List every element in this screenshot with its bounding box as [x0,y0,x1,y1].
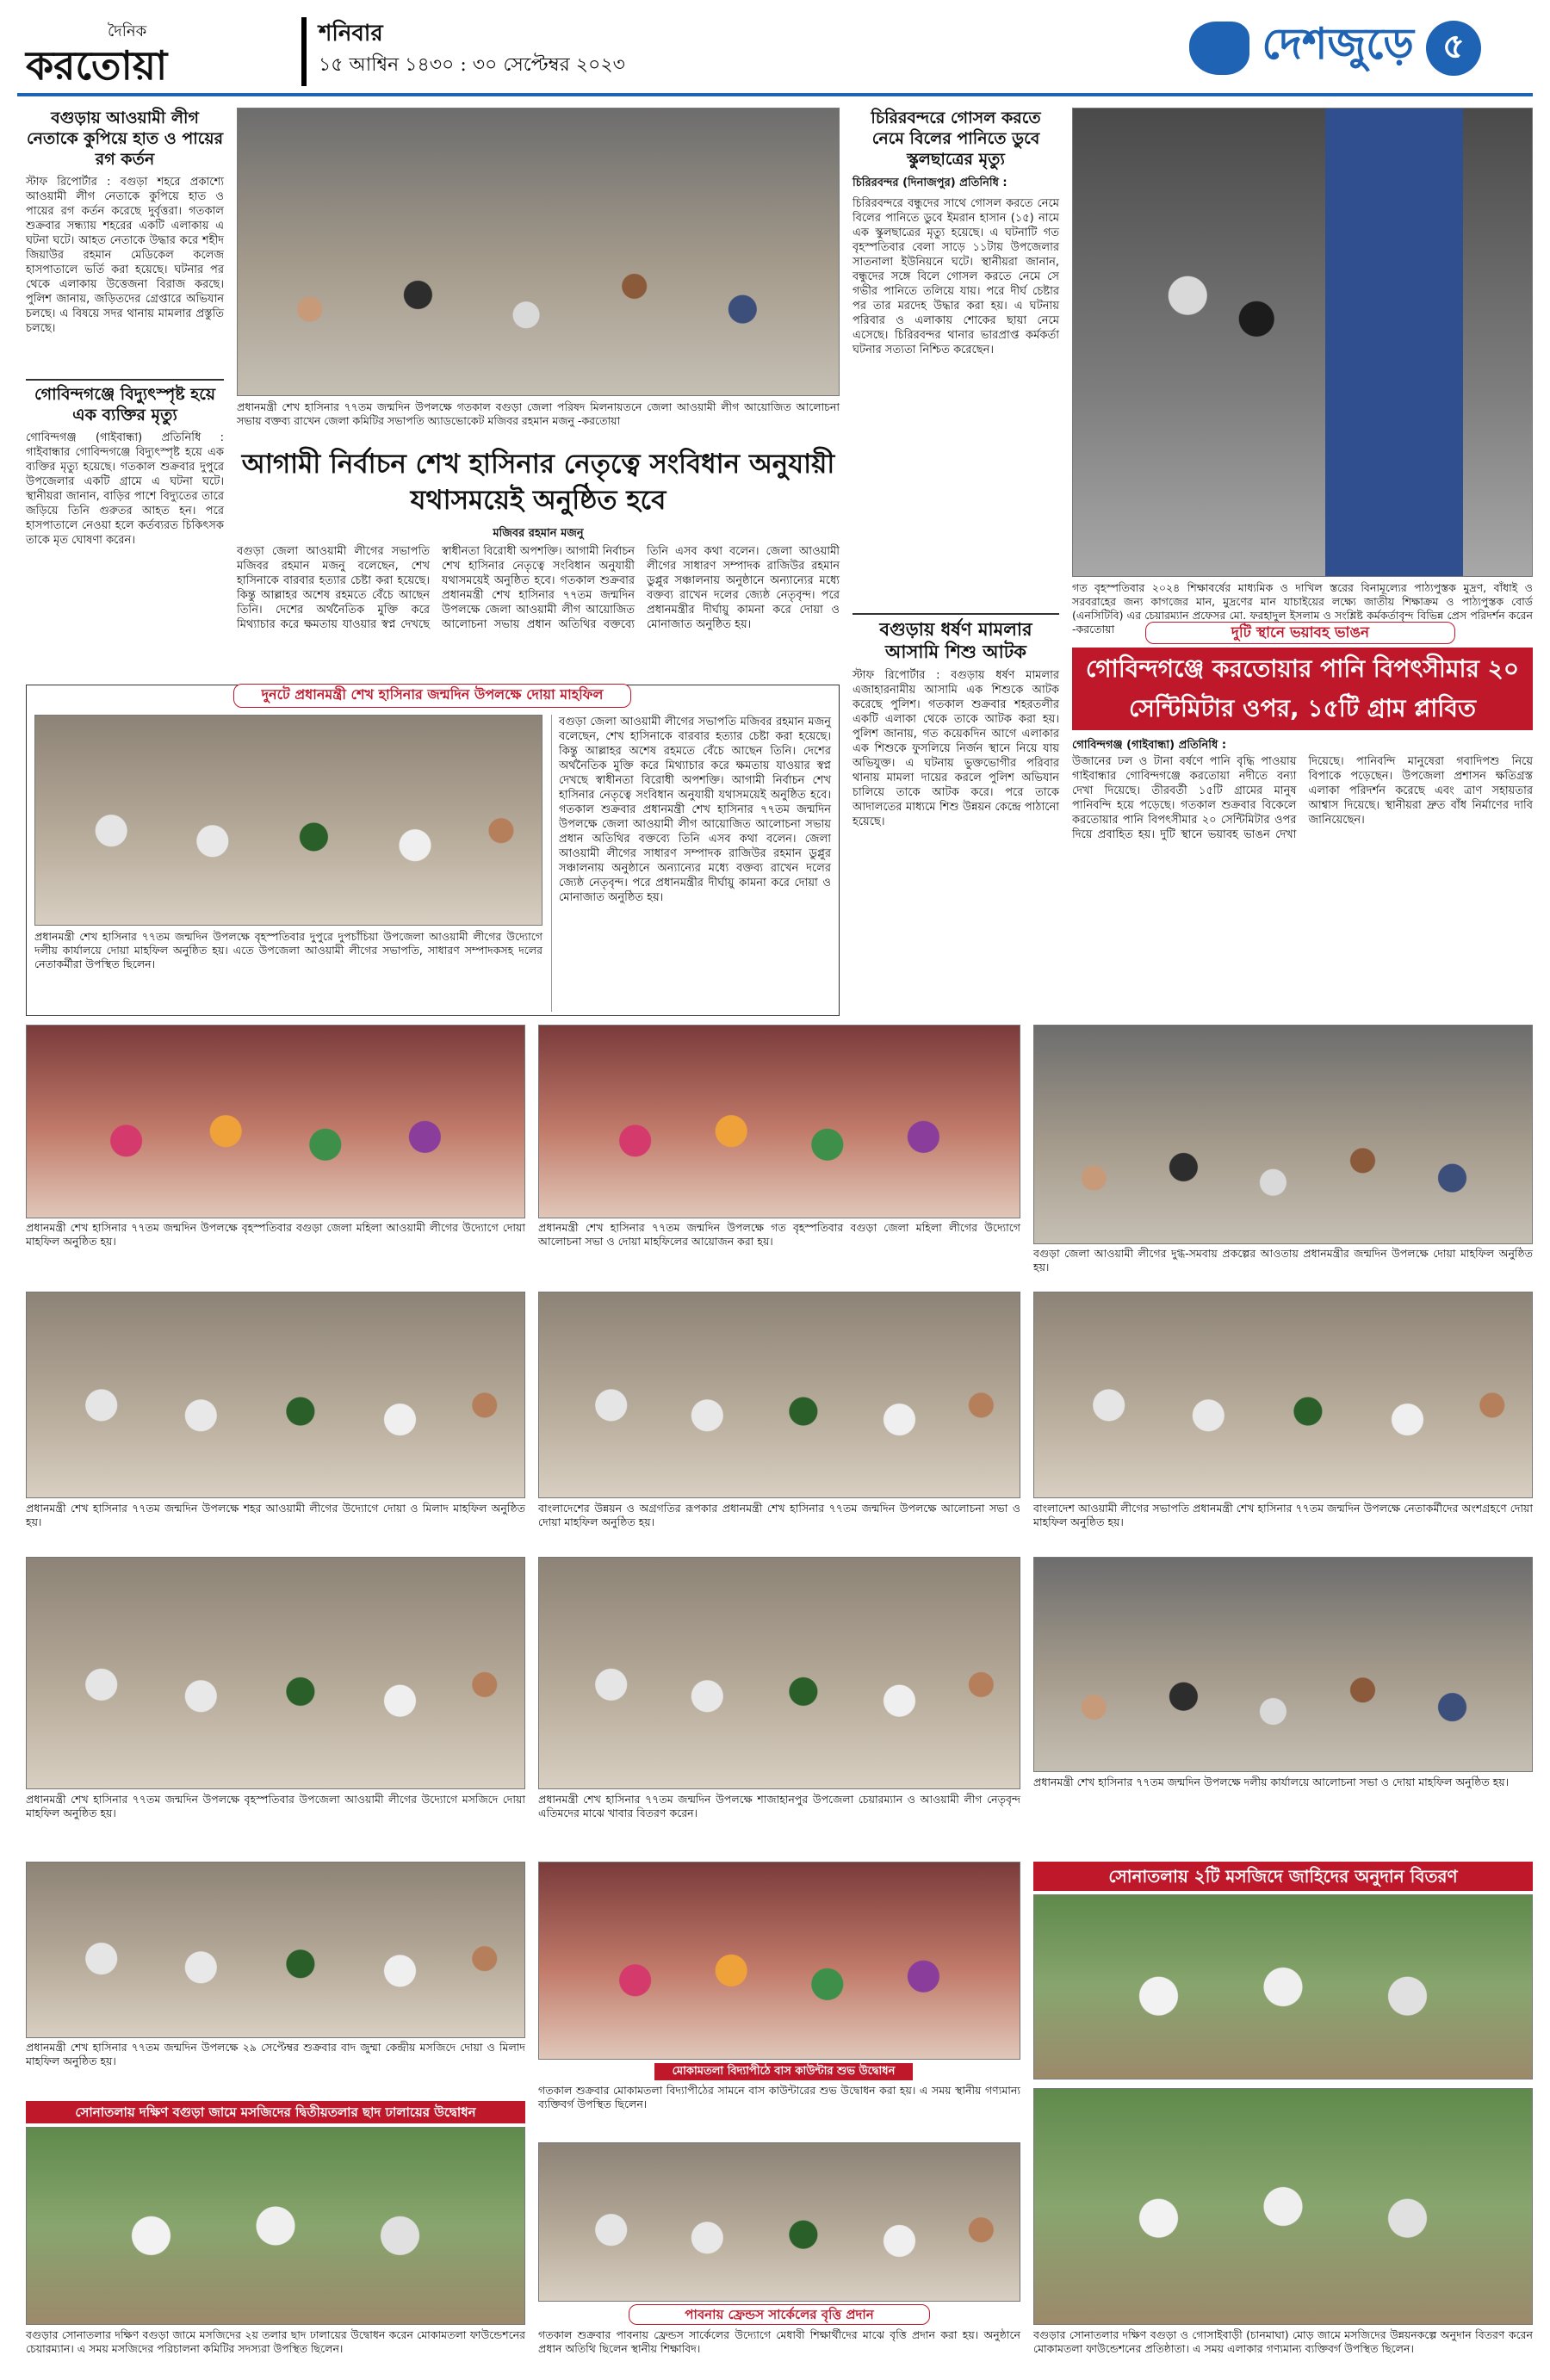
story-arrest [852,613,1059,1009]
masthead-divider [301,17,307,86]
last-photo-2 [538,2142,1020,2302]
story-left-2-body: গোবিন্দগঞ্জ (গাইবান্ধা) প্রতিনিধি : গাইবান্ধার গোবিন্দগঞ্জে বিদ্যুৎস্পৃষ্ট হয়ে এক ব্যক্তির মৃত্যু হয়েছে। গতকাল শুক্রবার দুপুরে উপজেলার একটি গ্রামে এ ঘটনা ঘটে। স্থানীয়রা জানান, বাড়ির পাশে বিদ্যুতের তারে জড়িয়ে তিনি গুরুতর আহত হন। পরে হাসপাতালে নেওয়া হলে কর্তব্যরত চিকিৎসক তাকে মৃত ঘোষণা করেন। [26,431,224,547]
last-tag-1: সোনাতলায় দক্ষিণ বগুড়া জামে মসজিদের দ্বিতীয়তলার ছাদ ঢালায়ের উদ্বোধন [26,2101,525,2123]
bangladesh-map-icon [1189,22,1249,75]
press-photo [1072,108,1533,577]
story-left-1 [26,108,224,370]
grid-photo-7 [26,1557,525,1789]
story-mid-byline: চিরিরবন্দর (দিনাজপুর) প্রতিনিধি : [852,177,1008,189]
page-number: ৫ [1426,21,1481,76]
grid-caption-5: বাংলাদেশের উন্নয়ন ও অগ্রগতির রূপকার প্রধানমন্ত্রী শেখ হাসিনার ৭৭তম জন্মদিন উপলক্ষে আলোচনা সভা ও দোয়া মাহফিল অনুষ্ঠিত হয়। [538,1502,1020,1528]
lead-byline: মজিবর রহমান মজনু [493,527,584,540]
lead-body: বগুড়া জেলা আওয়ামী লীগের সভাপতি মজিবর রহমান মজনু বলেছেন, শেখ হাসিনাকে বারবার হত্যার চেষ্টা করা হয়েছে। কিন্তু আল্লাহর অশেষ রহমতে বেঁচে আছেন তিনি। দেশের অর্থনৈতিক মুক্তি করে মিথ্যাচার করে ক্ষমতায় যাওয়ার স্বপ্ন দেখছে স্বাধীনতা বিরোধী অপশক্তি। আগামী নির্বাচন শেখ হাসিনার নেতৃত্বে সংবিধান অনুযায়ী যথাসময়েই অনুষ্ঠিত হবে। গতকাল শুক্রবার প্রধানমন্ত্রী শেখ হাসিনার ৭৭তম জন্মদিন উপলক্ষে জেলা আওয়ামী লীগ আয়োজিত আলোচনা সভায় প্রধান অতিথির বক্তব্যে তিনি এসব কথা বলেন। জেলা আওয়ামী লীগের সাধারণ সম্পাদক রাজিউর রহমান ডুপ্লুর সঞ্চালনায় অনুষ্ঠানে অন্যান্যের মধ্যে বক্তব্য রাখেন দলের জ্যেষ্ঠ নেতৃবৃন্দ। পরে প্রধানমন্ত্রীর দীর্ঘায়ু কামনা করে দোয়া ও মোনাজাত অনুষ্ঠিত হয়। [237,545,840,631]
story-left-1-headline: বগুড়ায় আওয়ামী লীগ নেতাকে কুপিয়ে হাত ও পায়ের রগ কর্তন [26,108,224,169]
bottom-photo-2 [538,1862,1020,2060]
bottom-tag-2: মোকামতলা বিদ্যাপীঠে বাস কাউন্টার শুভ উদ্বোধন [654,2063,913,2080]
last-photo-1 [26,2127,525,2325]
grid-photo-9 [1033,1557,1533,1772]
doa-caption: প্রধানমন্ত্রী শেখ হাসিনার ৭৭তম জন্মদিন উপলক্ষে বৃহস্পতিবার দুপুরে দুপচাঁচিয়া উপজেলা আওয়ামী লীগের উদ্যোগে দলীয় কার্যালয়ে দোয়া মাহফিল অনুষ্ঠিত হয়। এতে উপজেলা আওয়ামী লীগের সভাপতি, সাধারণ সম্পাদকসহ দলের নেতাকর্মীরা উপস্থিত ছিলেন। [34,930,542,970]
flood-body: উজানের ঢল ও টানা বর্ষণে পানি বৃদ্ধি পাওয়ায় গাইবান্ধার গোবিন্দগঞ্জে করতোয়া নদীতে বন্যা দেখা দিয়েছে। তীরবর্তী ১৫টি গ্রামের মানুষ পানিবন্দি হয়ে পড়েছে। গতকাল শুক্রবার বিকেলে করতোয়ার পানি বিপৎসীমার ২০ সেন্টিমিটার ওপর দিয়ে প্রবাহিত হয়। দুটি স্থানে ভয়াবহ ভাঙন দেখা দিয়েছে। পানিবন্দি মানুষেরা গবাদিপশু নিয়ে বিপাকে পড়েছেন। উপজেলা প্রশাসন ক্ষতিগ্রস্ত এলাকা পরিদর্শন করেছে এবং ত্রাণ সহায়তার আশ্বাস দিয়েছে। স্থানীয়রা দ্রুত বাঁধ নির্মাণের দাবি জানিয়েছেন। [1072,755,1533,841]
grid-caption-1: প্রধানমন্ত্রী শেখ হাসিনার ৭৭তম জন্মদিন উপলক্ষে বৃহস্পতিবার বগুড়া জেলা মহিলা আওয়ামী লীগের উদ্যোগে দোয়া মাহফিল অনুষ্ঠিত হয়। [26,1221,525,1248]
grid-caption-8: প্রধানমন্ত্রী শেখ হাসিনার ৭৭তম জন্মদিন উপলক্ষে শাজাহানপুর উপজেলা চেয়ারম্যান ও আওয়ামী লীগ নেতৃবৃন্দ এতিমদের মাঝে খাবার বিতরণ করেন। [538,1793,1020,1819]
story-arrest-body: স্টাফ রিপোর্টার : বগুড়ায় ধর্ষণ মামলার এজাহারনামীয় আসামি এক শিশুকে আটক করেছে পুলিশ। গতকাল শুক্রবার শহরতলীর একটি এলাকা থেকে তাকে আটক করা হয়। পুলিশ জানায়, গত কয়েকদিন আগে এলাকার এক শিশুকে ফুসলিয়ে নির্জন স্থানে নিয়ে যায় অভিযুক্ত। এ ঘটনায় ভুক্তভোগীর পরিবার থানায় মামলা দায়ের করলে পুলিশ অভিযান চালিয়ে তাকে আটক করে। পরে তাকে আদালতের মাধ্যমে শিশু উন্নয়ন কেন্দ্রে পাঠানো হয়েছে। [852,669,1059,828]
grid-photo-4 [26,1292,525,1498]
doa-photo [34,715,542,926]
meeting-photo-caption: প্রধানমন্ত্রী শেখ হাসিনার ৭৭তম জন্মদিন উপলক্ষে গতকাল বগুড়া জেলা পরিষদ মিলনায়তনে জেলা আওয়ামী লীগ আয়োজিত আলোচনা সভায় বক্তব্য রাখেন জেলা কমিটির সভাপতি অ্যাডভোকেট মজিবর রহমান মজনু -করতোয়া [237,400,840,427]
story-left-2 [26,379,224,603]
story-left-2-headline: গোবিন্দগঞ্জে বিদ্যুৎস্পৃষ্ট হয়ে এক ব্যক্তির মৃত্যু [34,385,216,425]
newspaper-logo [26,19,284,89]
masthead-rule [17,93,1533,96]
masthead-day: শনিবার [319,21,383,46]
grid-photo-6 [1033,1292,1533,1498]
grid-photo-3 [1033,1025,1533,1244]
story-mid [852,108,1059,607]
last-photo-3 [1033,2088,1533,2325]
doa-tag: দুনটে প্রধানমন্ত্রী শেখ হাসিনার জন্মদিন উপলক্ষে দোয়া মাহফিল [233,684,631,708]
bottom-photo-1 [26,1862,525,2038]
lead-continued: বগুড়া জেলা আওয়ামী লীগের সভাপতি মজিবর রহমান মজনু বলেছেন, শেখ হাসিনাকে বারবার হত্যার চেষ্টা করা হয়েছে। কিন্তু আল্লাহর অশেষ রহমতে বেঁচে আছেন তিনি। দেশের অর্থনৈতিক মুক্তি করে মিথ্যাচার করে ক্ষমতায় যাওয়ার স্বপ্ন দেখছে স্বাধীনতা বিরোধী অপশক্তি। আগামী নির্বাচন শেখ হাসিনার নেতৃত্বে সংবিধান অনুযায়ী যথাসময়েই অনুষ্ঠিত হবে। গতকাল শুক্রবার প্রধানমন্ত্রী শেখ হাসিনার ৭৭তম জন্মদিন উপলক্ষে জেলা আওয়ামী লীগ আয়োজিত আলোচনা সভায় প্রধান অতিথির বক্তব্যে তিনি এসব কথা বলেন। জেলা আওয়ামী লীগের সাধারণ সম্পাদক রাজিউর রহমান ডুপ্লুর সঞ্চালনায় অনুষ্ঠানে অন্যান্যের মধ্যে বক্তব্য রাখেন দলের জ্যেষ্ঠ নেতৃবৃন্দ। পরে প্রধানমন্ত্রীর দীর্ঘায়ু কামনা করে দোয়া ও মোনাজাত অনুষ্ঠিত হয়। [559,716,831,904]
section-brand [1171,15,1481,80]
logo-title: করতোয়া [26,42,168,89]
story-arrest-headline: বগুড়ায় ধর্ষণ মামলার আসামি শিশু আটক [879,619,1032,662]
grid-photo-1 [26,1025,525,1218]
doa-side-text [551,715,831,1012]
grid-caption-3: বগুড়া জেলা আওয়ামী লীগের দুগ্ধ-সমবায় প্রকল্পের আওতায় প্রধানমন্ত্রীর জন্মদিন উপলক্ষে দোয়া মাহফিল অনুষ্ঠিত হয়। [1033,1247,1533,1274]
bottom-caption-3: বগুড়ার সোনাতলার দক্ষিণ বগুড়া ও গোসাইবাড়ী (চানমাঘা) মোড় জামে মসজিদের উন্নয়নকল্পে অনুদান বিতরণ করেন মোকামতলা ফাউন্ডেশনের প্রতিষ্ঠাতা। এ সময় এলাকার গণ্যমান্য ব্যক্তিবর্গ উপস্থিত ছিলেন। [1033,2328,1533,2355]
grid-caption-7: প্রধানমন্ত্রী শেখ হাসিনার ৭৭তম জন্মদিন উপলক্ষে বৃহস্পতিবার উপজেলা আওয়ামী লীগের উদ্যোগে মসজিদে দোয়া মাহফিল অনুষ্ঠিত হয়। [26,1793,525,1819]
section-name: দেশজুড়ে [1262,19,1414,69]
lead-headline: আগামী নির্বাচন শেখ হাসিনার নেতৃত্বে সংবিধান অনুযায়ী যথাসময়েই অনুষ্ঠিত হবে [241,449,835,516]
last-caption-1: বগুড়ার সোনাতলার দক্ষিণ বগুড়া জামে মসজিদের ২য় তলার ছাদ ঢালায়ের উদ্বোধন করেন মোকামতলা ফাউন্ডেশনের চেয়ারম্যান। এ সময় মসজিদের পরিচালনা কমিটির সদস্যরা উপস্থিত ছিলেন। [26,2328,525,2355]
grid-caption-6: বাংলাদেশ আওয়ামী লীগের সভাপতি প্রধানমন্ত্রী শেখ হাসিনার ৭৭তম জন্মদিন উপলক্ষে নেতাকর্মীদের অংশগ্রহণে দোয়া মাহফিল অনুষ্ঠিত হয়। [1033,1502,1533,1528]
last-tag-2: পাবনায় ফ্রেন্ডস সার্কেলের বৃত্তি প্রদান [629,2304,930,2325]
flood-headline: গোবিন্দগঞ্জে করতোয়ার পানি বিপৎসীমার ২০ সেন্টিমিটার ওপর, ১৫টি গ্রাম প্লাবিত [1072,648,1533,730]
story-left-1-body: স্টাফ রিপোর্টার : বগুড়া শহরে প্রকাশ্যে আওয়ামী লীগ নেতাকে কুপিয়ে হাত ও পায়ের রগ কর্তন করেছে দুর্বৃত্তরা। গতকাল শুক্রবার সন্ধ্যায় শহরের একটি এলাকায় এ ঘটনা ঘটে। আহত নেতাকে উদ্ধার করে শহীদ জিয়াউর রহমান মেডিকেল কলেজ হাসপাতালে ভর্তি করা হয়েছে। ঘটনার পর থেকে এলাকায় উত্তেজনা বিরাজ করছে। পুলিশ জানায়, জড়িতদের গ্রেপ্তারে অভিযান চলছে। এ বিষয়ে সদর থানায় মামলার প্রস্তুতি চলছে। [26,176,224,335]
flood-tag: দুটি স্থানে ভয়াবহ ভাঙন [1145,622,1455,644]
grid-photo-5 [538,1292,1020,1498]
grid-photo-8 [538,1557,1020,1789]
bottom-caption-1: প্রধানমন্ত্রী শেখ হাসিনার ৭৭তম জন্মদিন উপলক্ষে ২৯ সেপ্টেম্বর শুক্রবার বাদ জুম্মা কেন্দ্রীয় মসজিদে দোয়া ও মিলাদ মাহফিল অনুষ্ঠিত হয়। [26,2041,525,2067]
grid-caption-2: প্রধানমন্ত্রী শেখ হাসিনার ৭৭তম জন্মদিন উপলক্ষে গত বৃহস্পতিবার বগুড়া জেলা মহিলা লীগের উদ্যোগে আলোচনা সভা ও দোয়া মাহফিলের আয়োজন করা হয়। [538,1221,1020,1248]
logo-subtitle: দৈনিক [108,22,147,40]
press-photo-caption: গত বৃহস্পতিবার ২০২৪ শিক্ষাবর্ষের মাধ্যমিক ও দাখিল স্তরের বিনামূল্যের পাঠ্যপুস্তক মুদ্রণ, বাঁধাই ও সরবরাহের জন্য কাগজের মান, মুদ্রণের মান যাচাইয়ের লক্ষ্যে জাতীয় শিক্ষাক্রম ও পাঠ্যপুস্তক বোর্ড (এনসিটিবি) এর চেয়ারম্যান প্রফেসর মো. ফরহাদুল ইসলাম ও সংশ্লিষ্ট কর্মকর্তাবৃন্দ বিভিন্ন প্রেস পরিদর্শন করেন -করতোয়া [1072,581,1533,635]
masthead-date: ১৫ আশ্বিন ১৪৩০ : ৩০ সেপ্টেম্বর ২০২৩ [319,54,625,76]
bottom-caption-2: গতকাল শুক্রবার মোকামতলা বিদ্যাপীঠের সামনে বাস কাউন্টারের শুভ উদ্বোধন করা হয়। এ সময় স্থানীয় গণ্যমান্য ব্যক্তিবর্গ উপস্থিত ছিলেন। [538,2084,1020,2110]
bottom-photo-3 [1033,1894,1533,2079]
last-caption-2: গতকাল শুক্রবার পাবনায় ফ্রেন্ডস সার্কেলের উদ্যোগে মেধাবী শিক্ষার্থীদের মাঝে বৃত্তি প্রদান করা হয়। অনুষ্ঠানে প্রধান অতিথি ছিলেন স্থানীয় শিক্ষাবিদ। [538,2328,1020,2355]
bottom-tag-3: সোনাতলায় ২টি মসজিদে জাহিদের অনুদান বিতরণ [1033,1862,1533,1891]
grid-photo-2 [538,1025,1020,1218]
story-mid-headline: চিরিরবন্দরে গোসল করতে নেমে বিলের পানিতে ডুবে স্কুলছাত্রের মৃত্যু [871,108,1041,169]
meeting-photo [237,108,840,396]
flood-byline: গোবিন্দগঞ্জ (গাইবান্ধা) প্রতিনিধি : [1072,739,1227,752]
grid-caption-4: প্রধানমন্ত্রী শেখ হাসিনার ৭৭তম জন্মদিন উপলক্ষে শহর আওয়ামী লীগের উদ্যোগে দোয়া ও মিলাদ মাহফিল অনুষ্ঠিত হয়। [26,1502,525,1528]
grid-caption-9: প্রধানমন্ত্রী শেখ হাসিনার ৭৭তম জন্মদিন উপলক্ষে দলীয় কার্যালয়ে আলোচনা সভা ও দোয়া মাহফিল অনুষ্ঠিত হয়। [1033,1776,1510,1788]
story-mid-body: চিরিরবন্দরে বন্ধুদের সাথে গোসল করতে নেমে বিলের পানিতে ডুবে ইমরান হাসান (১৫) নামে এক স্কুলছাত্রের মৃত্যু হয়েছে। এ ঘটনাটি গত বৃহস্পতিবার বেলা সাড়ে ১১টায় উপজেলার সাতনালা ইউনিয়নে ঘটে। স্থানীয়রা জানান, বন্ধুদের সঙ্গে বিলে গোসল করতে নেমে সে গভীর পানিতে তলিয়ে যায়। পরে দীর্ঘ চেষ্টার পর তার মরদেহ উদ্ধার করা হয়। এ ঘটনায় পরিবার ও এলাকায় শোকের ছায়া নেমে এসেছে। চিরিরবন্দর থানার ভারপ্রাপ্ত কর্মকর্তা ঘটনার সত্যতা নিশ্চিত করেছেন। [852,197,1059,356]
